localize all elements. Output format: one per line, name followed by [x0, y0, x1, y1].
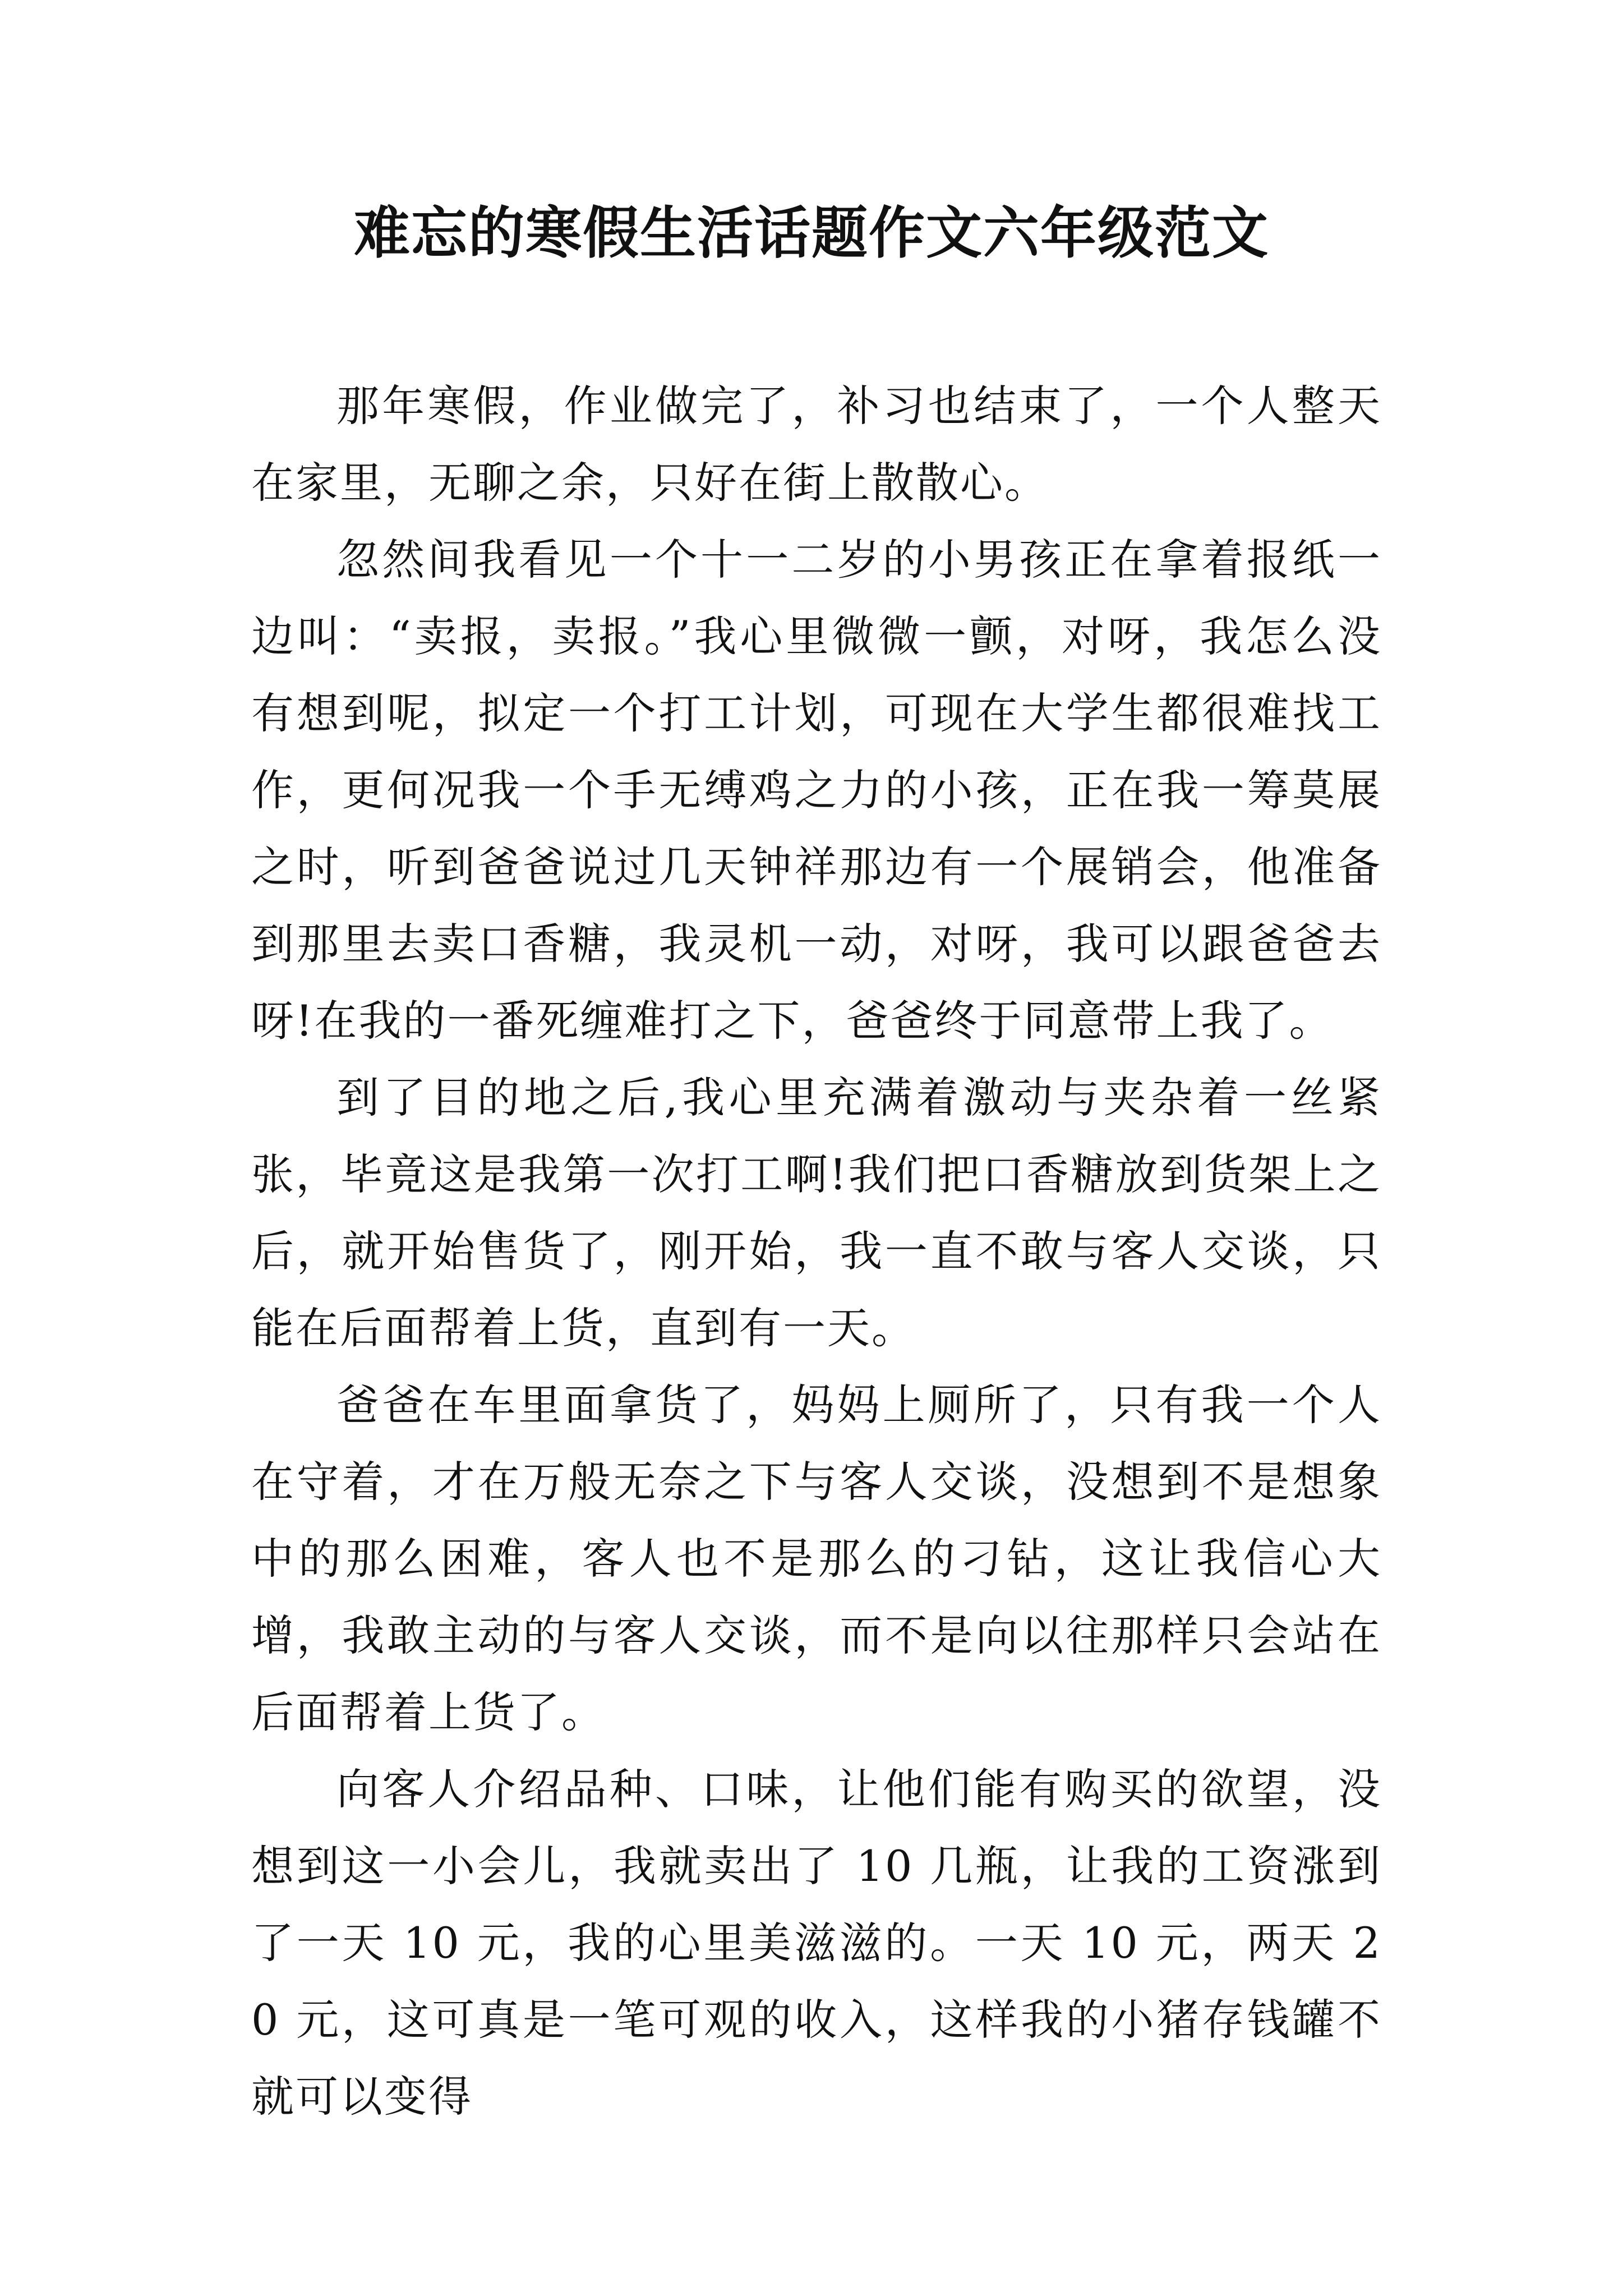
paragraph-2: 忽然间我看见一个十一二岁的小男孩正在拿着报纸一边叫：“卖报，卖报。”我心里微微一颤，对呀，我怎么没有想到呢，拟定一个打工计划，可现在大学生都很难找工作，更何况我一个手无缚鸡之力的小孩，正在我一筹莫展之时，听到爸爸说过几天钟祥那边有一个展销会，他准备到那里去卖口香糖，我灵机一动，对呀，我可以跟爸爸去呀!在我的一番死缠难打之下，爸爸终于同意带上我了。: [251, 535, 1382, 1046]
paragraph-3: 到了目的地之后,我心里充满着激动与夹杂着一丝紧张，毕竟这是我第一次打工啊!我们把口香糖放到货架上之后，就开始售货了，刚开始，我一直不敢与客人交谈，只能在后面帮着上货，直到有一天。: [251, 1073, 1382, 1353]
paragraph-4: 爸爸在车里面拿货了，妈妈上厕所了，只有我一个人在守着，才在万般无奈之下与客人交谈，没想到不是想象中的那么困难，客人也不是那么的刁钻，这让我信心大增，我敢主动的与客人交谈，而不是向以往那样只会站在后面帮着上货了。: [251, 1380, 1382, 1737]
document-body: [251, 367, 1382, 2135]
paragraph-1: 那年寒假，作业做完了，补习也结束了，一个人整天在家里，无聊之余，只好在街上散散心。: [251, 381, 1382, 508]
document-title: 难忘的寒假生活话题作文六年级范文: [354, 200, 1269, 266]
paragraph-5: 向客人介绍品种、口味，让他们能有购买的欲望，没想到这一小会儿，我就卖出了 10 几瓶，让我的工资涨到了一天 10 元，我的心里美滋滋的。一天 10 元，两天 20 元，这可真是一笔可观的收入，这样我的小猪存钱罐不就可以变得: [251, 1764, 1382, 2122]
